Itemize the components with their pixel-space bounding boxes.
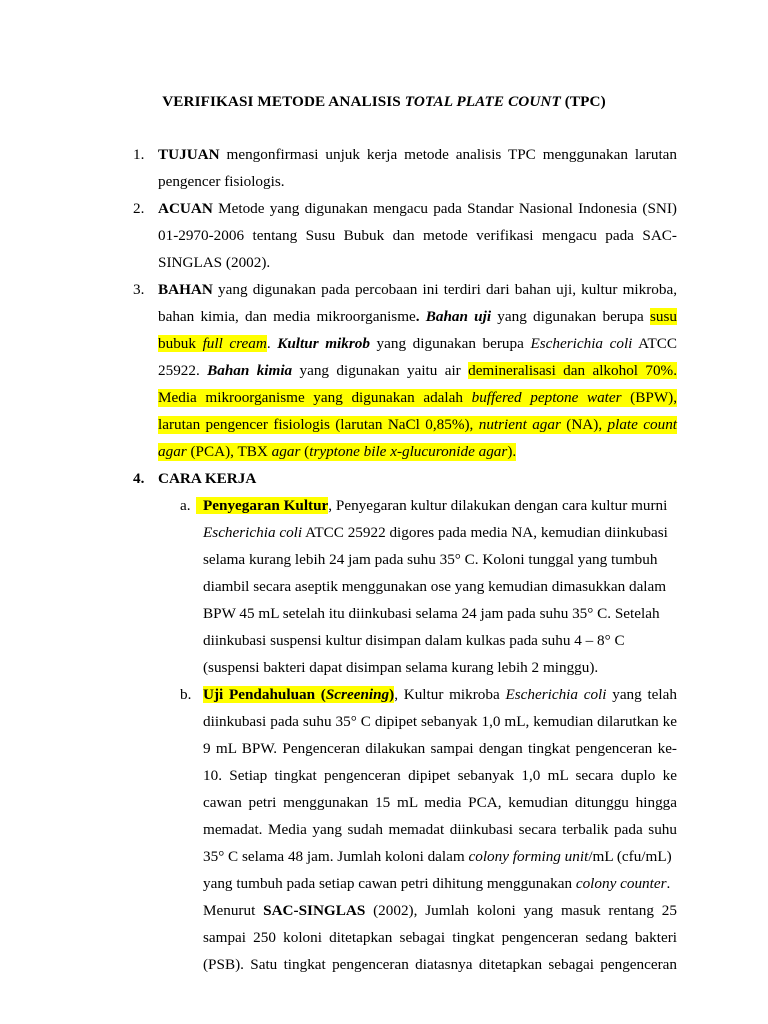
section-number-2: 2.: [133, 200, 145, 217]
s2-line-1: ACUAN Metode yang digunakan mengacu pada Standar Nasional Indonesia (SNI): [158, 200, 677, 217]
b-line-8: yang tumbuh pada setiap cawan petri dihitung menggunakan colony counter.: [203, 875, 671, 892]
s3-line-5: Media mikroorganisme yang digunakan adalah buffered peptone water (BPW),: [158, 389, 678, 406]
section-number-1: 1.: [133, 146, 145, 163]
s4-label: CARA KERJA: [158, 470, 257, 487]
s2-line-3: SINGLAS (2002).: [158, 254, 271, 271]
subsection-letter-b: b.: [180, 686, 192, 703]
s3-label: BAHAN: [158, 281, 213, 298]
s2-line-2: 01-2970-2006 tentang Susu Bubuk dan metode verifikasi mengacu pada SAC-: [158, 227, 677, 244]
a-line-4: diambil secara aseptik menggunakan ose yang kemudian dimasukkan dalam: [203, 578, 667, 595]
b-line-5: cawan petri menggunakan 15 mL media PCA, kemudian ditunggu hingga: [203, 794, 677, 811]
subsection-letter-a: a.: [180, 497, 191, 514]
bahan-uji-label: Bahan uji: [425, 308, 492, 325]
a-line-7: (suspensi bakteri dapat disimpan selama kurang lebih 2 minggu).: [203, 659, 599, 676]
b-line-10: sampai 250 koloni ditetapkan sebagai tingkat pengenceran sedang bakteri: [203, 929, 677, 946]
highlight-demineralisasi: demineralisasi dan alkohol 70%.: [468, 362, 678, 379]
b-line-11: (PSB). Satu tingkat pengenceran diatasnya ditetapkan sebagai pengenceran: [203, 956, 677, 973]
b-line-1: Uji Pendahuluan (Screening), Kultur mikroba Escherichia coli yang telah: [203, 686, 677, 703]
s3-line-7: agar (PCA), TBX agar (tryptone bile x-glucuronide agar).: [158, 443, 517, 460]
a-line-6: diinkubasi suspensi kultur disimpan dalam kulkas pada suhu 4 – 8° C: [203, 632, 625, 649]
b-line-2: diinkubasi pada suhu 35° C dipipet sebanyak 1,0 mL, kemudian dilarutkan ke: [203, 713, 677, 730]
s3-line-6: larutan pengencer fisiologis (larutan NaCl 0,85%), nutrient agar (NA), plate count: [158, 416, 678, 433]
b-line-7: 35° C selama 48 jam. Jumlah koloni dalam colony forming unit/mL (cfu/mL): [203, 848, 672, 865]
b-line-4: 10. Setiap tingkat pengenceran dipipet sebanyak 1,0 mL secara duplo ke: [203, 767, 677, 784]
a-line-5: BPW 45 mL setelah itu diinkubasi selama 24 jam pada suhu 35° C. Setelah: [203, 605, 660, 622]
a-line-3: selama kurang lebih 24 jam pada suhu 35° C. Koloni tunggal yang tumbuh: [203, 551, 658, 568]
kultur-mikrob-label: Kultur mikrob: [277, 335, 370, 352]
title-text: VERIFIKASI METODE ANALISIS: [162, 93, 405, 110]
document-title: [0, 93, 768, 111]
a-line-2: Escherichia coli ATCC 25922 digores pada media NA, kemudian diinkubasi: [203, 524, 668, 541]
title-end: (TPC): [560, 93, 606, 110]
highlight-susu: susu: [650, 308, 678, 325]
b-label: Uji Pendahuluan (Screening): [203, 686, 395, 703]
s1-line-2: pengencer fisiologis.: [158, 173, 285, 190]
s1-label: TUJUAN: [158, 146, 220, 163]
s3-line-4: 25922. Bahan kimia yang digunakan yaitu air demineralisasi dan alkohol 70%.: [158, 362, 678, 379]
a-label: Penyegaran Kultur: [196, 497, 328, 514]
s3-line-2: bahan kimia, dan media mikroorganisme. Bahan uji yang digunakan berupa susu: [158, 308, 678, 325]
b-line-3: 9 mL BPW. Pengenceran dilakukan sampai dengan tingkat pengenceran ke-: [203, 740, 677, 757]
a-line-1: Penyegaran Kultur, Penyegaran kultur dilakukan dengan cara kultur murni: [196, 497, 667, 515]
section-number-4: 4.: [133, 470, 145, 487]
s1-line-1: TUJUAN mengonfirmasi unjuk kerja metode analisis TPC menggunakan larutan: [158, 146, 677, 163]
s3-line-3: bubuk full cream. Kultur mikrob yang digunakan berupa Escherichia coli ATCC: [158, 335, 677, 352]
s2-label: ACUAN: [158, 200, 213, 217]
b-line-9: Menurut SAC-SINGLAS (2002), Jumlah koloni yang masuk rentang 25: [203, 902, 677, 919]
bahan-kimia-label: Bahan kimia: [207, 362, 293, 379]
section-number-3: 3.: [133, 281, 145, 298]
b-line-6: memadat. Media yang sudah memadat diinkubasi secara terbalik pada suhu: [203, 821, 677, 838]
title-italic: TOTAL PLATE COUNT: [404, 93, 561, 110]
s3-line-1: BAHAN yang digunakan pada percobaan ini terdiri dari bahan uji, kultur mikroba,: [158, 281, 677, 298]
